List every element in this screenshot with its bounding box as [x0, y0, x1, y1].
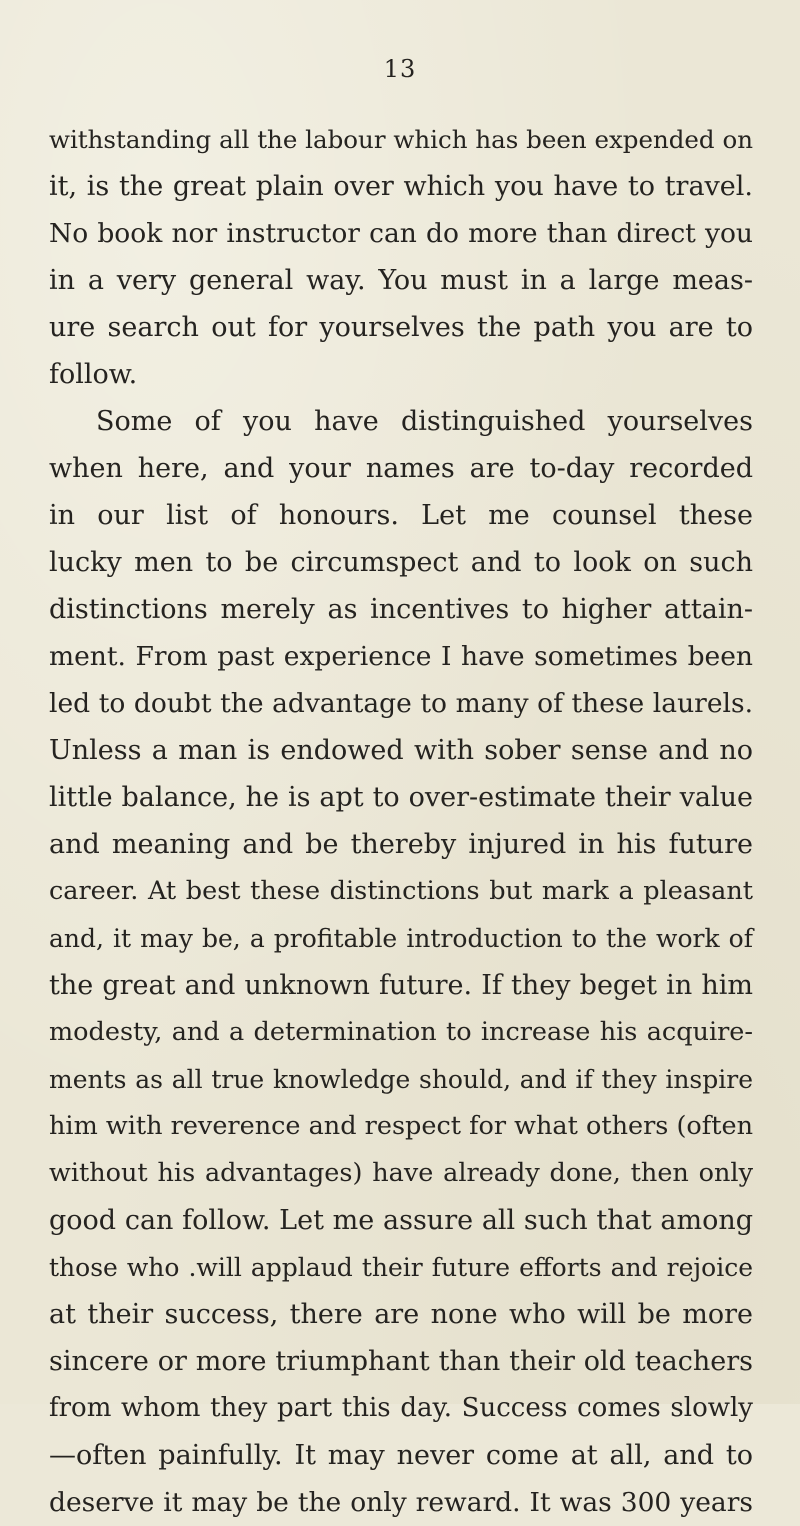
text-line: in a very general way. You must in a large meas-	[49, 265, 753, 296]
text-line: and, it may be, a profitable introduction to the work of	[49, 924, 753, 953]
text-line: Some of you have distinguished yourselves	[96, 406, 753, 437]
text-line: ure search out for yourselves the path you are to	[49, 312, 753, 343]
text-line: and meaning and be thereby injured in his future	[49, 829, 753, 860]
text-line: from whom they part this day. Success comes slowly	[49, 1393, 753, 1423]
text-line: follow.	[49, 359, 138, 390]
text-line: sincere or more triumphant than their old teachers	[49, 1346, 753, 1377]
text-line: ments as all true knowledge should, and if they inspire	[49, 1065, 753, 1094]
text-line: —often painfully. It may never come at all, and to	[49, 1440, 753, 1471]
text-line: led to doubt the advantage to many of these laurels.	[49, 688, 753, 719]
text-line: No book nor instructor can do more than direct you	[49, 218, 753, 249]
text-line: when here, and your names are to-day recorded	[49, 453, 753, 484]
text-line: career. At best these distinctions but mark a pleasant	[49, 876, 753, 906]
page-number: 13	[383, 55, 417, 83]
text-line: deserve it may be the only reward. It was 300 years	[49, 1487, 753, 1518]
text-line: good can follow. Let me assure all such that among	[49, 1205, 753, 1236]
text-line: the great and unknown future. If they beget in him	[49, 970, 753, 1001]
text-line: withstanding all the labour which has been expended on	[49, 125, 753, 154]
text-line: him with reverence and respect for what others (often	[49, 1111, 753, 1141]
text-line: lucky men to be circumspect and to look on such	[49, 547, 753, 578]
body-text	[49, 116, 753, 1526]
text-line: distinctions merely as incentives to higher attain-	[49, 594, 753, 625]
text-line: little balance, he is apt to over-estimate their value	[49, 782, 753, 813]
text-line: Unless a man is endowed with sober sense and no	[49, 735, 753, 766]
text-line: ment. From past experience I have sometimes been	[49, 641, 753, 672]
text-line: modesty, and a determination to increase his acquire-	[49, 1017, 753, 1047]
text-line: in our list of honours. Let me counsel these	[49, 500, 753, 531]
text-line: without his advantages) have already done, then only	[49, 1158, 753, 1188]
text-line: at their success, there are none who will be more	[49, 1299, 753, 1330]
text-line: those who .will applaud their future efforts and rejoice	[49, 1253, 753, 1282]
text-line: it, is the great plain over which you have to travel.	[49, 171, 753, 202]
